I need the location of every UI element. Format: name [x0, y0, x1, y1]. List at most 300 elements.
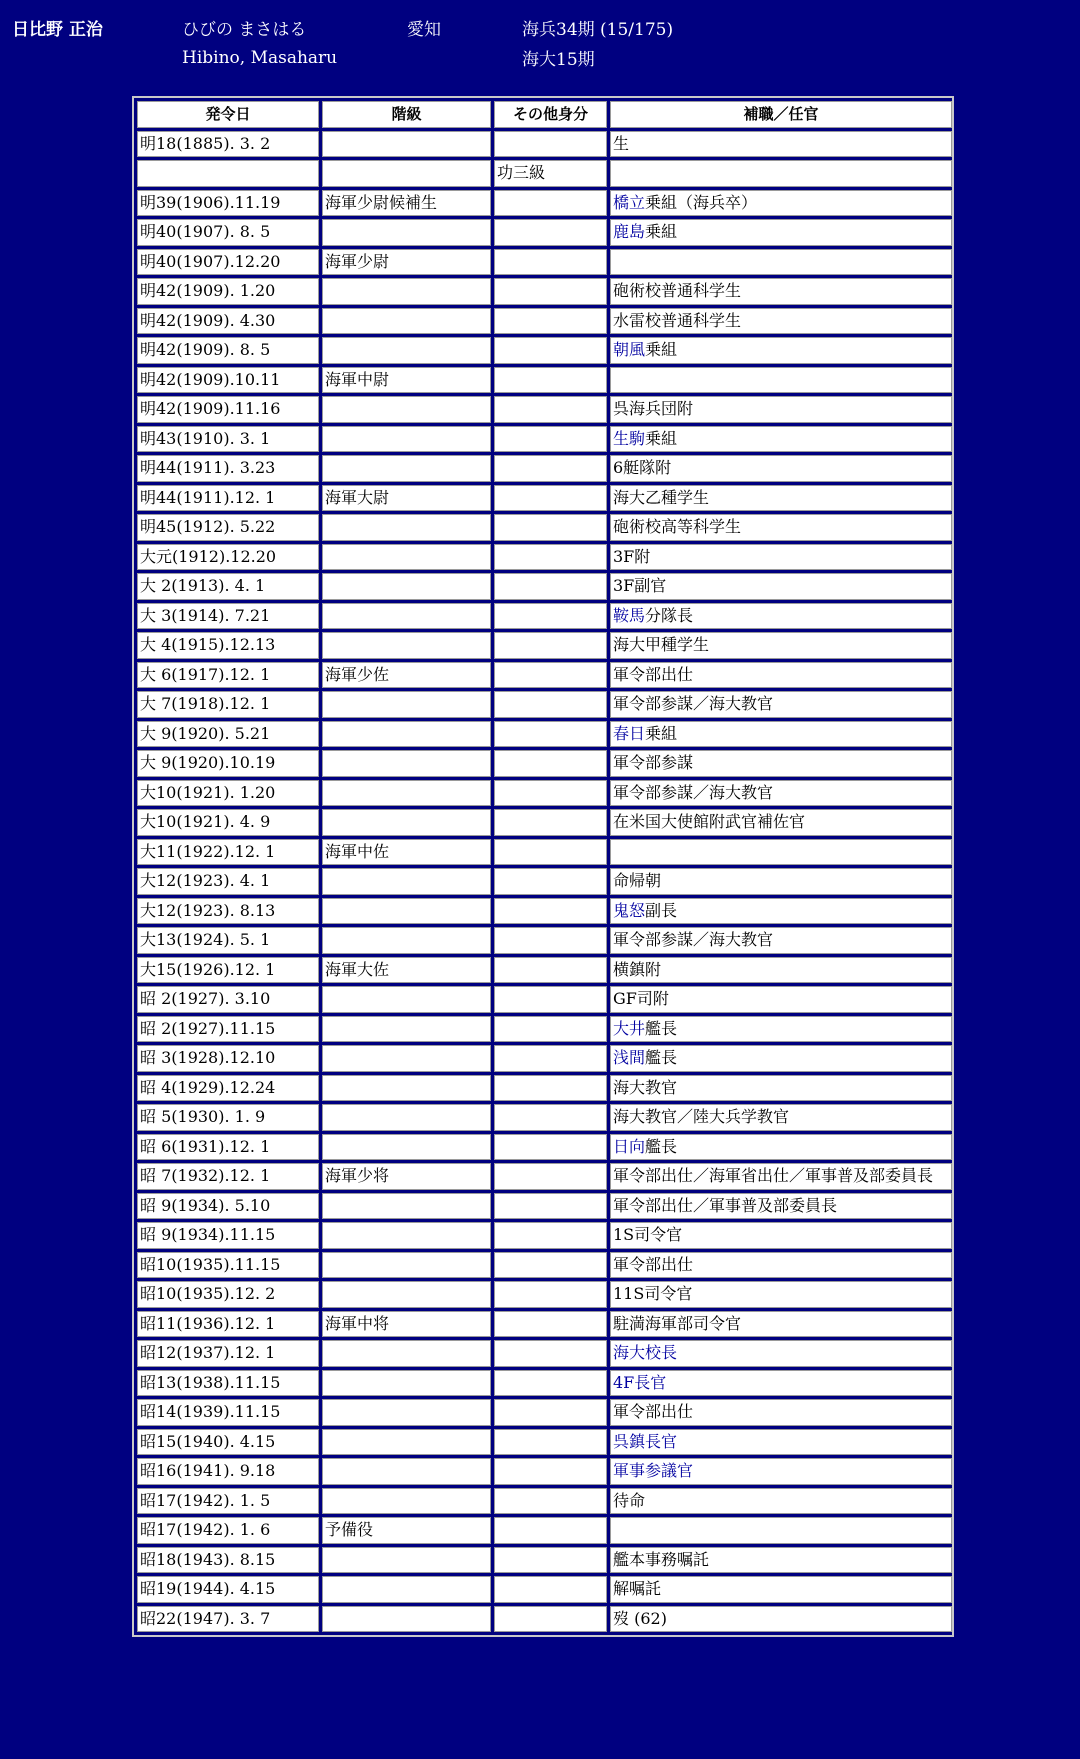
cell-rank: 海軍中尉 — [322, 367, 491, 394]
cell-other-status — [494, 573, 607, 600]
cell-date: 大13(1924). 5. 1 — [137, 927, 319, 954]
cell-other-status — [494, 1193, 607, 1220]
post-text: 艦長 — [645, 1048, 678, 1068]
cell-rank — [322, 868, 491, 895]
column-header-rank: 階級 — [322, 101, 491, 128]
cell-rank — [322, 455, 491, 482]
table-row — [137, 1429, 952, 1456]
cell-post — [610, 1252, 952, 1279]
table-row — [137, 544, 952, 571]
cell-post — [610, 1016, 952, 1043]
cell-rank — [322, 514, 491, 541]
cell-rank — [322, 721, 491, 748]
table-row — [137, 308, 952, 335]
cell-rank: 海軍少佐 — [322, 662, 491, 689]
table-row — [137, 1016, 952, 1043]
table-row — [137, 1399, 952, 1426]
cell-post — [610, 721, 952, 748]
cell-rank — [322, 1340, 491, 1367]
cell-date: 昭 5(1930). 1. 9 — [137, 1104, 319, 1131]
cell-date — [137, 160, 319, 187]
table-row — [137, 485, 952, 512]
cell-rank — [322, 632, 491, 659]
cell-other-status — [494, 839, 607, 866]
cell-rank — [322, 1488, 491, 1515]
cell-other-status — [494, 426, 607, 453]
post-text: 海大乙種学生 — [613, 487, 710, 507]
cell-rank — [322, 750, 491, 777]
cell-date: 明43(1910). 3. 1 — [137, 426, 319, 453]
cell-rank — [322, 1222, 491, 1249]
post-text: 乗組 — [645, 340, 678, 360]
table-row — [137, 1104, 952, 1131]
cell-post — [610, 927, 952, 954]
cell-post — [610, 986, 952, 1013]
war-college-class: 海大15期 — [522, 50, 595, 70]
cell-post — [610, 573, 952, 600]
cell-other-status — [494, 1429, 607, 1456]
cell-date: 大10(1921). 1.20 — [137, 780, 319, 807]
cell-other-status — [494, 1252, 607, 1279]
post-link[interactable]: 橋立 — [613, 192, 646, 212]
post-text: 軍令部出仕 — [613, 1254, 694, 1274]
cell-post — [610, 1134, 952, 1161]
table-row — [137, 662, 952, 689]
cell-post — [610, 1104, 952, 1131]
cell-other-status — [494, 1281, 607, 1308]
cell-date: 昭10(1935).11.15 — [137, 1252, 319, 1279]
cell-post — [610, 1399, 952, 1426]
table-row — [137, 1311, 952, 1338]
post-text: 砲術校普通科学生 — [613, 281, 742, 301]
post-text: 艦長 — [645, 1018, 678, 1038]
cell-date: 昭 3(1928).12.10 — [137, 1045, 319, 1072]
cell-other-status — [494, 367, 607, 394]
cell-date: 大11(1922).12. 1 — [137, 839, 319, 866]
cell-rank — [322, 691, 491, 718]
birthplace-prefecture: 愛知 — [407, 20, 441, 40]
cell-other-status — [494, 1517, 607, 1544]
cell-rank — [322, 1576, 491, 1603]
cell-post — [610, 131, 952, 158]
cell-rank — [322, 544, 491, 571]
cell-other-status — [494, 396, 607, 423]
cell-rank — [322, 603, 491, 630]
post-text: 軍令部出仕／海軍省出仕／軍事普及部委員長 — [613, 1166, 934, 1186]
post-text: 乗組 — [645, 723, 678, 743]
cell-post — [610, 249, 952, 276]
post-text: 歿 (62) — [613, 1608, 667, 1628]
post-link[interactable]: 呉鎮長官 — [613, 1431, 678, 1451]
table-row — [137, 721, 952, 748]
cell-rank — [322, 1104, 491, 1131]
table-row — [137, 809, 952, 836]
post-link[interactable]: 朝風 — [613, 340, 646, 360]
post-text: 海大教官 — [613, 1077, 678, 1097]
post-link[interactable]: 海大校長 — [613, 1343, 678, 1363]
table-row — [137, 632, 952, 659]
cell-post — [610, 160, 952, 187]
cell-post — [610, 1488, 952, 1515]
cell-post — [610, 839, 952, 866]
cell-rank — [322, 809, 491, 836]
table-row — [137, 337, 952, 364]
table-row — [137, 396, 952, 423]
post-text: 分隊長 — [645, 605, 694, 625]
post-link[interactable]: 生駒 — [613, 428, 646, 448]
cell-rank — [322, 1606, 491, 1633]
cell-date: 明42(1909). 8. 5 — [137, 337, 319, 364]
post-text: 海大甲種学生 — [613, 635, 710, 655]
cell-other-status — [494, 1340, 607, 1367]
table-header-row — [137, 101, 952, 128]
table-row — [137, 868, 952, 895]
cell-other-status — [494, 1576, 607, 1603]
cell-date: 昭17(1942). 1. 6 — [137, 1517, 319, 1544]
cell-rank: 海軍大佐 — [322, 957, 491, 984]
cell-other-status — [494, 1075, 607, 1102]
post-link[interactable]: 軍事参議官 — [613, 1461, 694, 1481]
cell-other-status — [494, 986, 607, 1013]
cell-rank — [322, 927, 491, 954]
cell-rank — [322, 986, 491, 1013]
post-text: 命帰朝 — [613, 871, 662, 891]
post-text: 海大教官／陸大兵学教官 — [613, 1107, 790, 1127]
cell-post — [610, 426, 952, 453]
cell-post — [610, 1163, 952, 1190]
post-text: 軍令部出仕／軍事普及部委員長 — [613, 1195, 838, 1215]
post-text: 3F副官 — [613, 576, 667, 596]
table-row — [137, 750, 952, 777]
post-text: 解嘱託 — [613, 1579, 662, 1599]
cell-post — [610, 1222, 952, 1249]
table-row — [137, 1222, 952, 1249]
table-row — [137, 1252, 952, 1279]
cell-other-status — [494, 1134, 607, 1161]
cell-date: 昭 2(1927).11.15 — [137, 1016, 319, 1043]
post-text: 軍令部参謀／海大教官 — [613, 930, 774, 950]
post-text: 乗組（海兵卒） — [645, 192, 758, 212]
post-text: 軍令部参謀 — [613, 753, 694, 773]
cell-other-status — [494, 514, 607, 541]
post-text: 1S司令官 — [613, 1225, 683, 1245]
career-table-frame — [132, 96, 954, 1637]
cell-date: 大15(1926).12. 1 — [137, 957, 319, 984]
cell-date: 昭17(1942). 1. 5 — [137, 1488, 319, 1515]
post-link[interactable]: 鞍馬 — [613, 605, 646, 625]
cell-post — [610, 1458, 952, 1485]
cell-rank — [322, 1045, 491, 1072]
cell-post — [610, 308, 952, 335]
cell-rank — [322, 308, 491, 335]
cell-other-status — [494, 337, 607, 364]
cell-other-status — [494, 603, 607, 630]
cell-rank: 海軍少尉候補生 — [322, 190, 491, 217]
post-text: 11S司令官 — [613, 1284, 693, 1304]
column-header-date: 発令日 — [137, 101, 319, 128]
cell-post — [610, 367, 952, 394]
cell-other-status — [494, 780, 607, 807]
cell-other-status — [494, 691, 607, 718]
post-text: 乗組 — [645, 428, 678, 448]
cell-date: 明42(1909). 1.20 — [137, 278, 319, 305]
table-row — [137, 1517, 952, 1544]
cell-rank — [322, 1193, 491, 1220]
cell-post — [610, 1075, 952, 1102]
cell-date: 大 9(1920).10.19 — [137, 750, 319, 777]
table-row — [137, 691, 952, 718]
cell-date: 昭12(1937).12. 1 — [137, 1340, 319, 1367]
cell-other-status — [494, 308, 607, 335]
cell-date: 昭16(1941). 9.18 — [137, 1458, 319, 1485]
post-text: 軍令部参謀／海大教官 — [613, 694, 774, 714]
cell-post — [610, 809, 952, 836]
cell-date: 昭15(1940). 4.15 — [137, 1429, 319, 1456]
cell-other-status — [494, 750, 607, 777]
cell-other-status — [494, 662, 607, 689]
post-link[interactable]: 大井 — [613, 1018, 646, 1038]
table-row — [137, 455, 952, 482]
cell-date: 昭 9(1934). 5.10 — [137, 1193, 319, 1220]
post-text: 艦長 — [645, 1136, 678, 1156]
cell-other-status — [494, 1104, 607, 1131]
cell-post — [610, 1281, 952, 1308]
cell-other-status — [494, 190, 607, 217]
table-row — [137, 957, 952, 984]
post-link[interactable]: 浅間 — [613, 1048, 646, 1068]
cell-post — [610, 1193, 952, 1220]
cell-date: 昭 2(1927). 3.10 — [137, 986, 319, 1013]
cell-rank — [322, 1429, 491, 1456]
cell-rank — [322, 1252, 491, 1279]
post-text: 軍令部出仕 — [613, 1402, 694, 1422]
post-text: GF司附 — [613, 989, 669, 1009]
cell-date: 明39(1906).11.19 — [137, 190, 319, 217]
cell-post — [610, 190, 952, 217]
table-row — [137, 780, 952, 807]
post-text: 生 — [613, 133, 630, 153]
cell-date: 明45(1912). 5.22 — [137, 514, 319, 541]
cell-post — [610, 1576, 952, 1603]
post-link[interactable]: 4F長官 — [613, 1372, 667, 1392]
cell-other-status: 功三級 — [494, 160, 607, 187]
column-header-other-status: その他身分 — [494, 101, 607, 128]
person-name-romaji: Hibino, Masaharu — [182, 48, 338, 68]
navy-academy-class: 海兵34期 (15/175) — [522, 20, 674, 40]
table-row — [137, 160, 952, 187]
cell-date: 昭 9(1934).11.15 — [137, 1222, 319, 1249]
cell-other-status — [494, 1311, 607, 1338]
post-text: 待命 — [613, 1490, 646, 1510]
cell-date: 昭19(1944). 4.15 — [137, 1576, 319, 1603]
cell-post — [610, 219, 952, 246]
cell-other-status — [494, 632, 607, 659]
post-text: 軍令部出仕 — [613, 664, 694, 684]
post-text: 水雷校普通科学生 — [613, 310, 742, 330]
cell-rank — [322, 1016, 491, 1043]
post-link[interactable]: 鬼怒 — [613, 900, 646, 920]
table-row — [137, 603, 952, 630]
cell-rank — [322, 278, 491, 305]
cell-date: 大 4(1915).12.13 — [137, 632, 319, 659]
cell-post — [610, 544, 952, 571]
table-row — [137, 573, 952, 600]
cell-date: 昭22(1947). 3. 7 — [137, 1606, 319, 1633]
cell-date: 大元(1912).12.20 — [137, 544, 319, 571]
cell-date: 明42(1909). 4.30 — [137, 308, 319, 335]
cell-other-status — [494, 455, 607, 482]
cell-date: 明42(1909).11.16 — [137, 396, 319, 423]
post-link[interactable]: 日向 — [613, 1136, 646, 1156]
cell-other-status — [494, 1016, 607, 1043]
profile-header — [0, 0, 1080, 96]
cell-other-status — [494, 809, 607, 836]
person-name: 日比野 正治 — [12, 20, 103, 40]
table-row — [137, 1340, 952, 1367]
cell-post — [610, 603, 952, 630]
cell-date: 明18(1885). 3. 2 — [137, 131, 319, 158]
cell-other-status — [494, 278, 607, 305]
post-link[interactable]: 春日 — [613, 723, 646, 743]
cell-post — [610, 1517, 952, 1544]
cell-date: 昭 7(1932).12. 1 — [137, 1163, 319, 1190]
cell-post — [610, 396, 952, 423]
cell-post — [610, 957, 952, 984]
cell-rank — [322, 1458, 491, 1485]
cell-date: 明44(1911).12. 1 — [137, 485, 319, 512]
post-link[interactable]: 鹿島 — [613, 222, 646, 242]
cell-rank: 海軍少将 — [322, 1163, 491, 1190]
cell-rank — [322, 160, 491, 187]
person-name-kana: ひびの まさはる — [182, 20, 307, 40]
cell-post — [610, 1370, 952, 1397]
cell-other-status — [494, 868, 607, 895]
post-text: 副長 — [645, 900, 678, 920]
table-row — [137, 839, 952, 866]
cell-post — [610, 632, 952, 659]
table-row — [137, 367, 952, 394]
cell-other-status — [494, 1458, 607, 1485]
table-row — [137, 1281, 952, 1308]
cell-other-status — [494, 1606, 607, 1633]
cell-post — [610, 868, 952, 895]
cell-other-status — [494, 1222, 607, 1249]
cell-date: 明40(1907).12.20 — [137, 249, 319, 276]
cell-other-status — [494, 957, 607, 984]
table-row — [137, 1576, 952, 1603]
post-text: 呉海兵団附 — [613, 399, 694, 419]
cell-post — [610, 780, 952, 807]
cell-date: 大 7(1918).12. 1 — [137, 691, 319, 718]
post-text: 3F附 — [613, 546, 651, 566]
cell-other-status — [494, 898, 607, 925]
cell-other-status — [494, 131, 607, 158]
table-row — [137, 1547, 952, 1574]
cell-date: 明42(1909).10.11 — [137, 367, 319, 394]
cell-date: 大 3(1914). 7.21 — [137, 603, 319, 630]
cell-rank — [322, 426, 491, 453]
cell-other-status — [494, 1547, 607, 1574]
cell-rank — [322, 1134, 491, 1161]
cell-date: 昭13(1938).11.15 — [137, 1370, 319, 1397]
table-row — [137, 219, 952, 246]
cell-post — [610, 1429, 952, 1456]
cell-date: 昭 6(1931).12. 1 — [137, 1134, 319, 1161]
cell-date: 昭14(1939).11.15 — [137, 1399, 319, 1426]
table-row — [137, 190, 952, 217]
cell-date: 昭 4(1929).12.24 — [137, 1075, 319, 1102]
cell-rank — [322, 1370, 491, 1397]
table-row — [137, 898, 952, 925]
cell-post — [610, 662, 952, 689]
post-text: 乗組 — [645, 222, 678, 242]
post-text: 在米国大使館附武官補佐官 — [613, 812, 806, 832]
cell-post — [610, 337, 952, 364]
cell-date: 大12(1923). 4. 1 — [137, 868, 319, 895]
cell-post — [610, 1340, 952, 1367]
cell-post — [610, 514, 952, 541]
cell-date: 大 2(1913). 4. 1 — [137, 573, 319, 600]
table-row — [137, 249, 952, 276]
table-row — [137, 1606, 952, 1633]
cell-post — [610, 691, 952, 718]
cell-rank — [322, 1281, 491, 1308]
cell-date: 昭18(1943). 8.15 — [137, 1547, 319, 1574]
cell-rank — [322, 396, 491, 423]
cell-rank: 予備役 — [322, 1517, 491, 1544]
cell-post — [610, 1606, 952, 1633]
table-row — [137, 1458, 952, 1485]
cell-rank — [322, 573, 491, 600]
cell-other-status — [494, 249, 607, 276]
cell-post — [610, 1311, 952, 1338]
cell-rank — [322, 131, 491, 158]
cell-other-status — [494, 544, 607, 571]
column-header-post: 補職／任官 — [610, 101, 952, 128]
cell-date: 大 9(1920). 5.21 — [137, 721, 319, 748]
table-row — [137, 278, 952, 305]
post-text: 艦本事務嘱託 — [613, 1549, 710, 1569]
cell-other-status — [494, 721, 607, 748]
cell-other-status — [494, 1163, 607, 1190]
table-row — [137, 131, 952, 158]
table-row — [137, 927, 952, 954]
cell-other-status — [494, 219, 607, 246]
table-row — [137, 1370, 952, 1397]
cell-date: 明44(1911). 3.23 — [137, 455, 319, 482]
cell-rank: 海軍大尉 — [322, 485, 491, 512]
post-text: 駐満海軍部司令官 — [613, 1313, 742, 1333]
cell-date: 大10(1921). 4. 9 — [137, 809, 319, 836]
cell-rank — [322, 898, 491, 925]
cell-rank — [322, 1075, 491, 1102]
table-body — [137, 131, 952, 1633]
table-row — [137, 514, 952, 541]
cell-date: 昭10(1935).12. 2 — [137, 1281, 319, 1308]
cell-date: 明40(1907). 8. 5 — [137, 219, 319, 246]
cell-post — [610, 750, 952, 777]
cell-post — [610, 455, 952, 482]
post-text: 軍令部参謀／海大教官 — [613, 782, 774, 802]
post-text: 6艇隊附 — [613, 458, 672, 478]
cell-rank — [322, 1547, 491, 1574]
cell-rank — [322, 219, 491, 246]
table-row — [137, 1075, 952, 1102]
cell-other-status — [494, 1488, 607, 1515]
cell-other-status — [494, 485, 607, 512]
cell-post — [610, 1547, 952, 1574]
cell-rank — [322, 780, 491, 807]
